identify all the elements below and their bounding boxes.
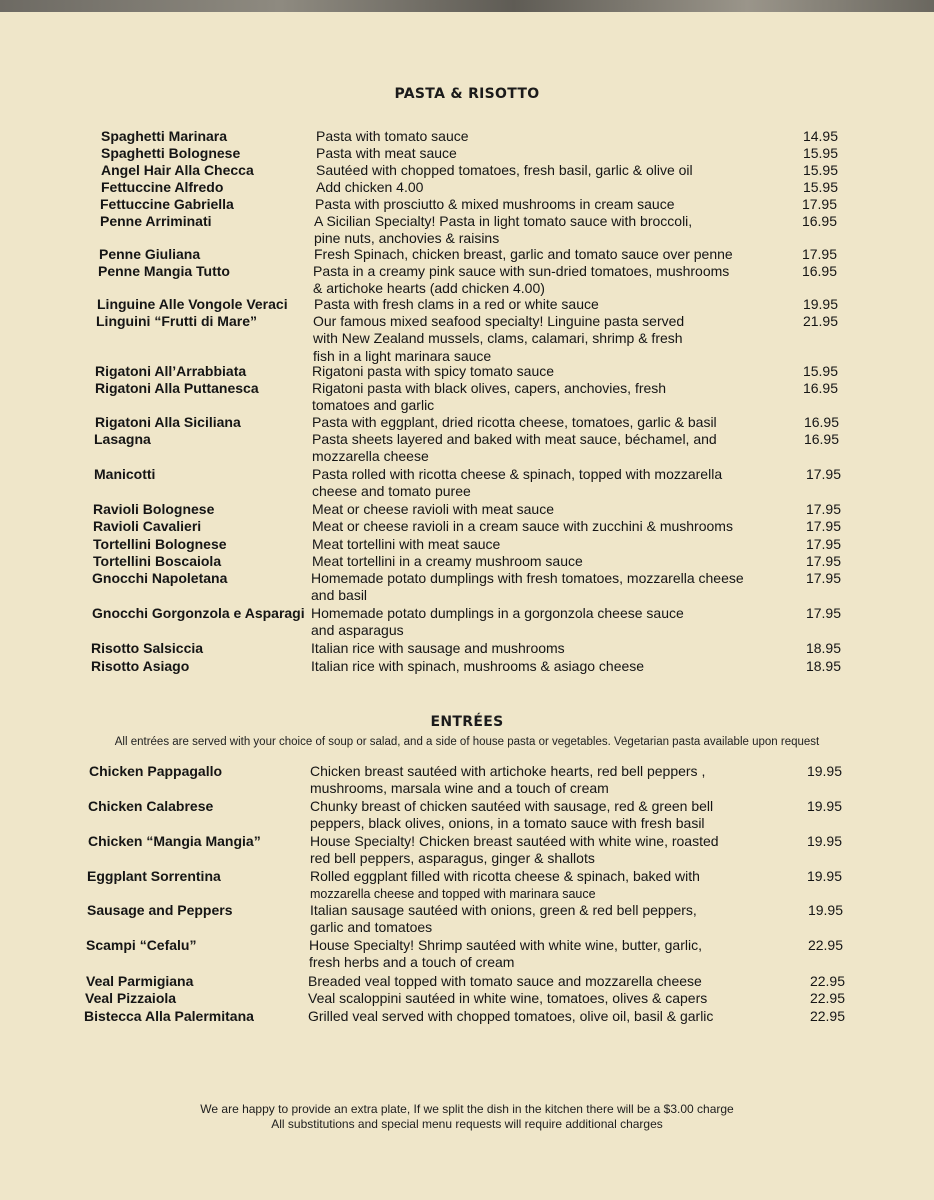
item-description: Rolled eggplant filled with ricotta cheese & spinach, baked with mozzarella cheese and topped with marinara sauce	[310, 868, 700, 902]
item-price: 15.95	[802, 363, 838, 379]
item-price: 15.95	[802, 179, 838, 195]
entrees-heading: ENTRÉES	[430, 714, 504, 730]
item-name: Gnocchi Gorgonzola e Asparagi	[92, 605, 305, 621]
item-name: Rigatoni Alla Siciliana	[95, 414, 241, 430]
item-price: 21.95	[802, 313, 838, 329]
item-description: Pasta sheets layered and baked with meat sauce, béchamel, and mozzarella cheese	[312, 431, 717, 465]
item-description: Add chicken 4.00	[316, 179, 424, 195]
item-description: Chunky breast of chicken sautéed with sausage, red & green bell peppers, black olives, onions, in a tomato sauce with fresh basil	[310, 798, 714, 832]
item-price: 19.95	[806, 833, 842, 849]
item-name: Penne Arriminati	[100, 213, 212, 229]
item-price: 19.95	[807, 902, 843, 918]
item-name: Manicotti	[94, 466, 156, 482]
item-price: 15.95	[802, 162, 838, 178]
item-name: Gnocchi Napoletana	[92, 570, 228, 586]
item-description: Meat tortellini in a creamy mushroom sauce	[312, 553, 583, 569]
item-name: Angel Hair Alla Checca	[101, 162, 254, 178]
item-name: Chicken Pappagallo	[89, 763, 223, 779]
item-name: Tortellini Boscaiola	[93, 553, 222, 569]
item-description: Sautéed with chopped tomatoes, fresh basil, garlic & olive oil	[316, 162, 693, 178]
item-price: 19.95	[806, 868, 842, 884]
item-name: Penne Giuliana	[99, 246, 201, 262]
item-price: 16.95	[801, 263, 837, 279]
item-description: Italian rice with spinach, mushrooms & asiago cheese	[311, 658, 645, 674]
item-description: Pasta with meat sauce	[316, 145, 457, 161]
item-description: Breaded veal topped with tomato sauce and mozzarella cheese	[308, 973, 702, 989]
item-price: 22.95	[807, 937, 843, 953]
item-description: Homemade potato dumplings in a gorgonzola cheese sauce and asparagus	[311, 605, 684, 639]
item-description: Pasta in a creamy pink sauce with sun-dried tomatoes, mushrooms & artichoke hearts (add chicken 4.00)	[313, 263, 730, 297]
item-name: Ravioli Bolognese	[93, 501, 215, 517]
item-price: 18.95	[805, 658, 841, 674]
footer-line: All substitutions and special menu requests will require additional charges	[271, 1117, 663, 1131]
photo-top-edge	[0, 0, 934, 12]
item-name: Chicken “Mangia Mangia”	[88, 833, 261, 849]
item-name: Rigatoni Alla Puttanesca	[95, 380, 259, 396]
item-price: 19.95	[802, 296, 838, 312]
item-name: Chicken Calabrese	[88, 798, 214, 814]
item-description: House Specialty! Chicken breast sautéed with white wine, roasted red bell peppers, asparagus, ginger & shallots	[310, 833, 719, 867]
pasta-heading: PASTA & RISOTTO	[394, 86, 540, 102]
item-name: Risotto Asiago	[91, 658, 190, 674]
item-price: 14.95	[802, 128, 838, 144]
item-description: Pasta rolled with ricotta cheese & spinach, topped with mozzarella cheese and tomato puree	[312, 466, 723, 500]
item-price: 17.95	[805, 570, 841, 586]
item-description: A Sicilian Specialty! Pasta in light tomato sauce with broccoli, pine nuts, anchovies & raisins	[314, 213, 693, 247]
item-name: Lasagna	[94, 431, 151, 447]
item-description: Grilled veal served with chopped tomatoes, olive oil, basil & garlic	[308, 1008, 714, 1024]
item-price: 17.95	[805, 553, 841, 569]
item-name: Spaghetti Bolognese	[101, 145, 241, 161]
item-name: Ravioli Cavalieri	[93, 518, 202, 534]
item-price: 17.95	[805, 518, 841, 534]
item-name: Linguine Alle Vongole Veraci	[97, 296, 288, 312]
item-description: Pasta with tomato sauce	[316, 128, 469, 144]
item-name: Penne Mangia Tutto	[98, 263, 230, 279]
item-description: Meat or cheese ravioli in a cream sauce with zucchini & mushrooms	[312, 518, 733, 534]
item-name: Tortellini Bolognese	[93, 536, 227, 552]
item-name: Fettuccine Gabriella	[100, 196, 234, 212]
item-description: Homemade potato dumplings with fresh tomatoes, mozzarella cheese and basil	[311, 570, 744, 604]
item-description: Our famous mixed seafood specialty! Linguine pasta served with New Zealand mussels, clams, calamari, shrimp & fresh fish in a light marinara sauce	[313, 313, 685, 364]
item-description: Meat tortellini with meat sauce	[312, 536, 501, 552]
item-price: 22.95	[809, 973, 845, 989]
item-description: Rigatoni pasta with spicy tomato sauce	[312, 363, 555, 379]
item-name: Veal Parmigiana	[86, 973, 194, 989]
item-description: House Specialty! Shrimp sautéed with white wine, butter, garlic, fresh herbs and a touch of cream	[309, 937, 702, 971]
item-price: 15.95	[802, 145, 838, 161]
item-description: Pasta with eggplant, dried ricotta cheese, tomatoes, garlic & basil	[312, 414, 717, 430]
item-price: 19.95	[806, 763, 842, 779]
item-description: Rigatoni pasta with black olives, capers, anchovies, fresh tomatoes and garlic	[312, 380, 667, 414]
item-name: Fettuccine Alfredo	[101, 179, 224, 195]
item-description: Pasta with fresh clams in a red or white sauce	[314, 296, 599, 312]
item-price: 18.95	[805, 640, 841, 656]
item-name: Eggplant Sorrentina	[87, 868, 221, 884]
item-name: Risotto Salsiccia	[91, 640, 204, 656]
item-description: Fresh Spinach, chicken breast, garlic and tomato sauce over penne	[314, 246, 733, 262]
item-price: 16.95	[801, 213, 837, 229]
item-price: 17.95	[805, 605, 841, 621]
item-price: 17.95	[801, 196, 837, 212]
item-price: 16.95	[803, 431, 839, 447]
footer-note	[0, 1102, 934, 1132]
item-name: Linguini “Frutti di Mare”	[96, 313, 257, 329]
item-name: Scampi “Cefalu”	[86, 937, 197, 953]
item-description: Meat or cheese ravioli with meat sauce	[312, 501, 554, 517]
item-price: 17.95	[805, 466, 841, 482]
item-name: Bistecca Alla Palermitana	[84, 1008, 254, 1024]
item-price: 19.95	[806, 798, 842, 814]
item-price: 16.95	[803, 414, 839, 430]
item-description: Chicken breast sautéed with artichoke hearts, red bell peppers , mushrooms, marsala wine and a touch of cream	[310, 763, 706, 797]
item-price: 22.95	[809, 990, 845, 1006]
item-name: Spaghetti Marinara	[101, 128, 228, 144]
item-price: 17.95	[805, 501, 841, 517]
item-price: 16.95	[802, 380, 838, 396]
item-name: Sausage and Peppers	[87, 902, 233, 918]
item-description: Italian sausage sautéed with onions, green & red bell peppers, garlic and tomatoes	[310, 902, 697, 936]
item-price: 17.95	[801, 246, 837, 262]
item-description: Italian rice with sausage and mushrooms	[311, 640, 565, 656]
footer-line: We are happy to provide an extra plate, If we split the dish in the kitchen there will be a $3.00 charge	[200, 1102, 734, 1116]
item-price: 17.95	[805, 536, 841, 552]
entrees-note: All entrées are served with your choice of soup or salad, and a side of house pasta or vegetables. Vegetarian pasta available upon request	[114, 736, 820, 748]
item-description: Pasta with prosciutto & mixed mushrooms in cream sauce	[315, 196, 675, 212]
item-price: 22.95	[809, 1008, 845, 1024]
item-name: Veal Pizzaiola	[85, 990, 177, 1006]
item-name: Rigatoni All’Arrabbiata	[95, 363, 247, 379]
item-description: Veal scaloppini sautéed in white wine, tomatoes, olives & capers	[308, 990, 708, 1006]
